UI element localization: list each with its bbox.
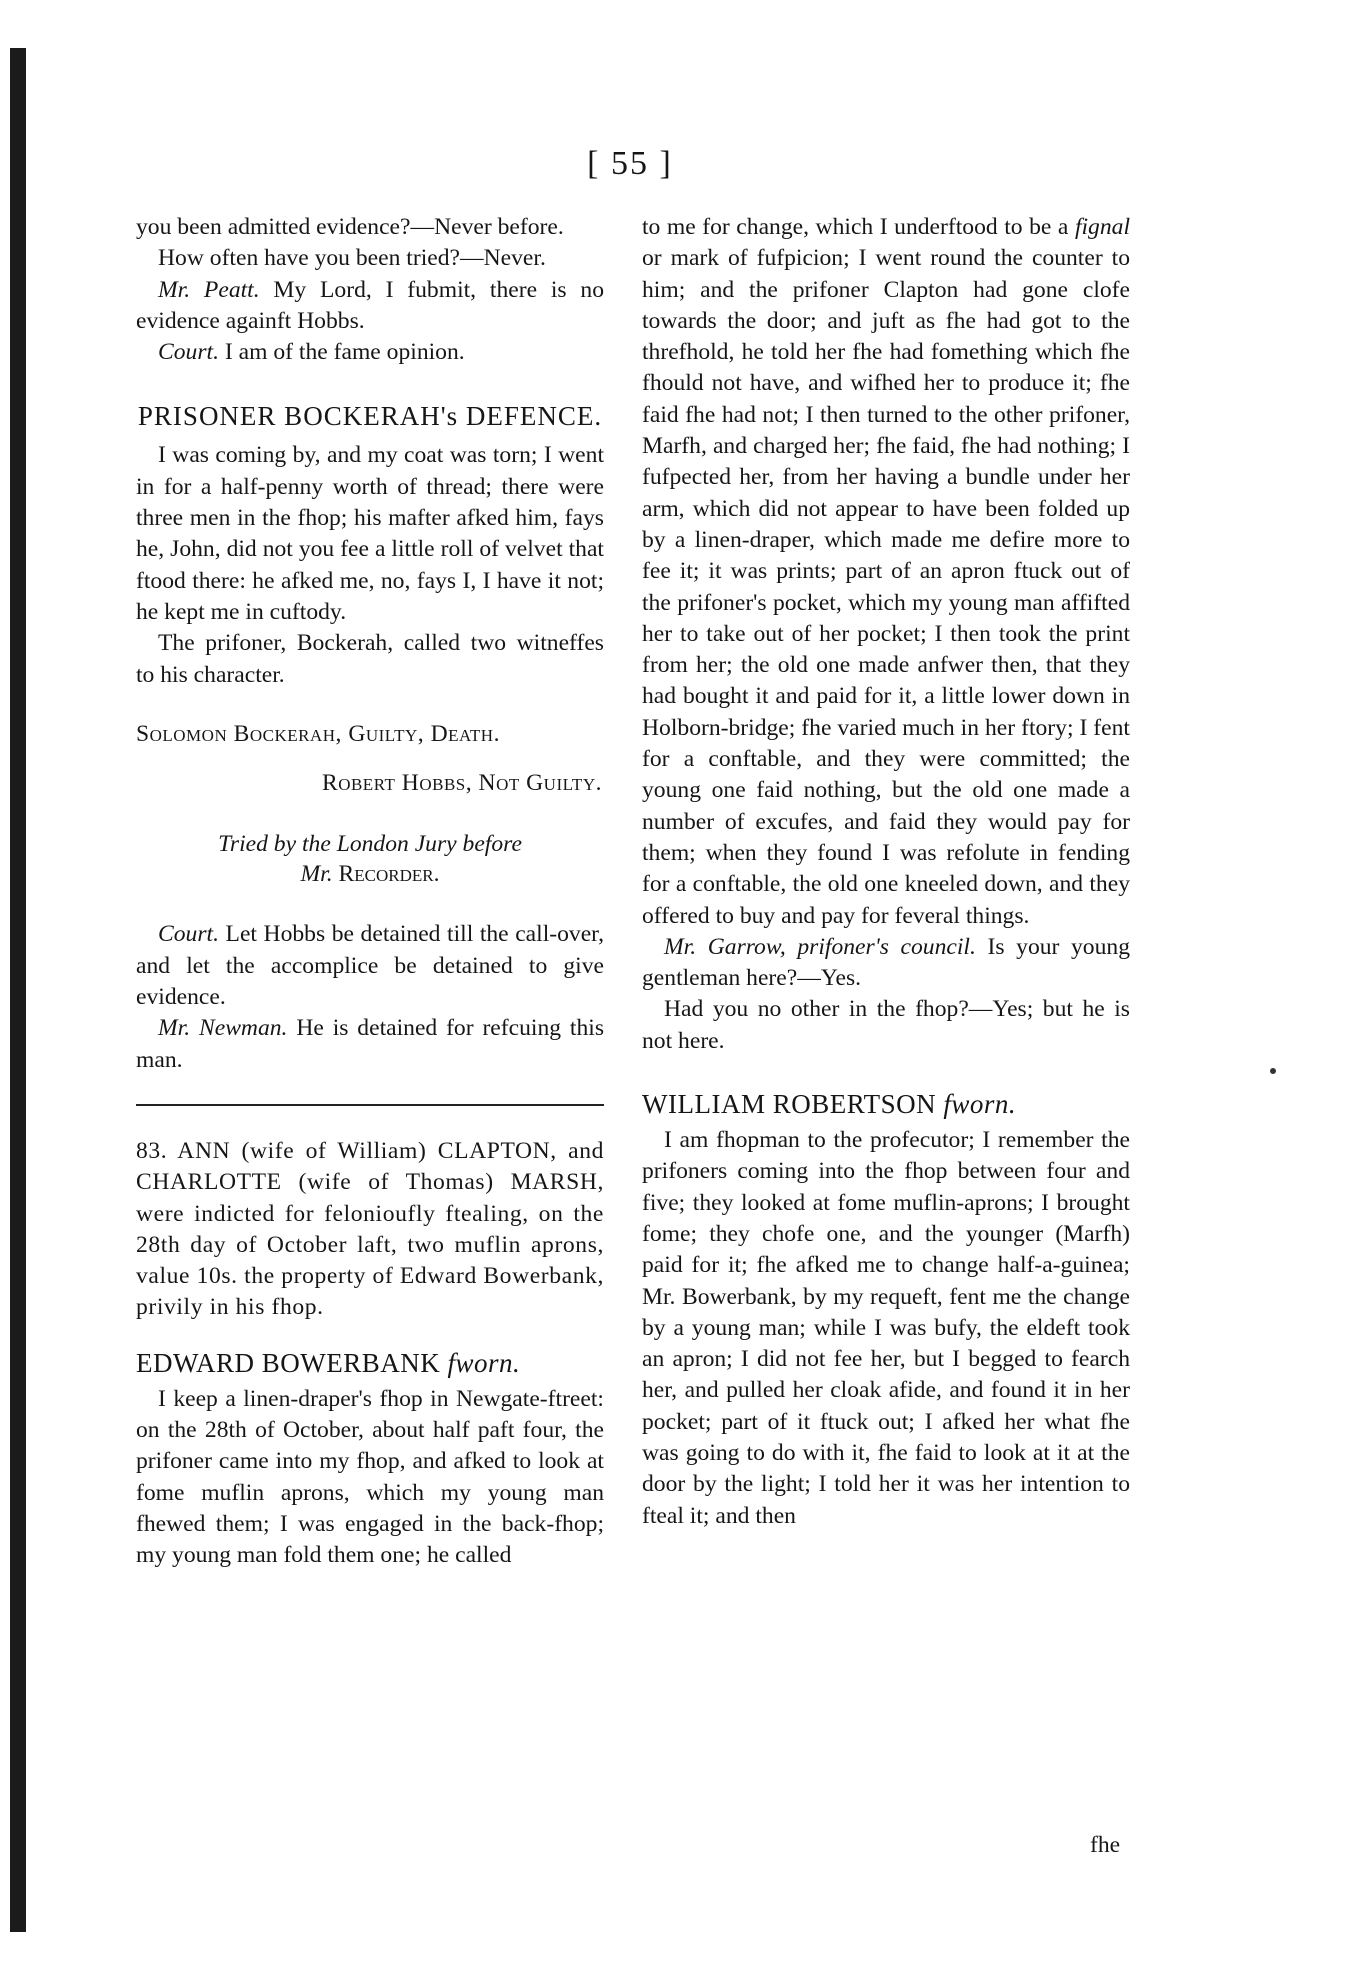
court-paragraph <box>136 919 604 1013</box>
sworn-label: fworn. <box>447 1347 521 1378</box>
speech-text: Is your young gentleman here?—Yes. <box>642 933 1130 992</box>
section-divider <box>136 1104 604 1106</box>
speech-text: He is detained for refcuing this man. <box>136 1015 604 1073</box>
court-paragraph <box>136 1013 604 1076</box>
testimony-paragraph: I am fhopman to the profecutor; I remember the prifoners coming into the fhop between four and five; they looked at fome muflin-aprons; I brought fome; they chofe one, and the younger (Marfh) paid for it; fhe afked me to change half-a-guinea; Mr. Bowerbank, by my requeft, fent me the change by a young man; while I was bufy, the eldeft took an apron; I did not fee her, but I begged to fearch her, and pulled her cloak afide, and found it in her pocket; part of it ftuck out; I afked her what fhe was going to do with it, fhe faid to look at it at the door by the light; I told her it was her intention to fteal it; and then <box>642 1127 1130 1529</box>
testimony-paragraph: How often have you been tried?—Never. <box>158 245 546 272</box>
sworn-label: fworn. <box>943 1089 1017 1120</box>
speaker-name: Mr. Peatt. <box>158 276 260 303</box>
speaker-name: Court. <box>158 339 219 366</box>
recorder-line: Mr. Recorder. <box>300 861 440 888</box>
witness-heading <box>136 1348 604 1378</box>
catchword: fhe <box>1090 1832 1121 1858</box>
speaker-name: Court. <box>158 921 219 948</box>
testimony-paragraph <box>136 337 604 368</box>
speech-text: I am of the fame opinion. <box>218 339 465 366</box>
speech-text: Let Hobbs be detained till the call-over, and let the accomplice be detained to give evidence. <box>136 921 604 1011</box>
speaker-name: Mr. Newman. <box>158 1015 288 1042</box>
testimony-paragraph <box>136 275 604 338</box>
defence-heading: PRISONER BOCKERAH's DEFENCE. <box>137 401 603 432</box>
testimony-paragraph: Had you no other in the fhop?—Yes; but he is not here. <box>642 996 1130 1054</box>
left-column <box>136 212 604 1572</box>
testimony-paragraph <box>642 932 1130 995</box>
verdict-guilty: Solomon Bockerah, Guilty, Death. <box>136 720 500 747</box>
witness-name: EDWARD BOWERBANK <box>136 1347 448 1378</box>
tried-by-text: Tried by the London Jury before <box>218 831 522 858</box>
testimony-paragraph: you been admitted evidence?—Never before. <box>136 214 564 240</box>
verdict-not-guilty: Robert Hobbs, Not Guilty. <box>321 770 602 797</box>
testimony-paragraph: to me for change, which I underftood to be a fignal or mark of fufpicion; I went round the counter to him; and the prifoner Clapton had gone clofe towards the door; and juft as fhe had got to the threfhold, he told her fhe had fomething which fhe fhould not have, and wifhed her to produce it; fhe faid fhe had not; I then turned to the other prifoner, Marfh, and charged her; fhe faid, fhe had nothing; I fufpected her, from her having a bundle under her arm, which did not appear to have been folded up by a linen-draper, which made me defire more to fee it; it was prints; part of an apron ftuck out of the prifoner's pocket, which my young man affifted her to take out of her pocket; I then took the print from her; the old one made anfwer then, that they had bought it and paid for it, a little lower down in Holborn-bridge; fhe varied much in her ftory; I fent for a conftable, and they were committed; the young one faid nothing, but the old one made a number of excufes, and faid they would pay for them; when they found I was refolute in fending for a conftable, the old one kneeled down, and they offered to buy and pay for feveral things. <box>642 214 1130 929</box>
witness-name: WILLIAM ROBERTSON <box>642 1089 944 1120</box>
speech-text: My Lord, I fubmit, there is no evidence againft Hobbs. <box>136 276 604 334</box>
case-indictment: 83. ANN (wife of William) CLAPTON, and CHARLOTTE (wife of Thomas) MARSH, were indicted for felonioufly ftealing, on the 28th day of October laft, two muflin aprons, value 10s. the property of Edward Bowerbank, privily in his fhop. <box>136 1137 604 1321</box>
page-number: [ 55 ] <box>587 145 673 182</box>
testimony-paragraph: I keep a linen-draper's fhop in Newgate-ftreet: on the 28th of October, about half paft four, the prifoner came into my fhop, and afked to look at fome muflin aprons, which my young man fhewed them; I was engaged in the back-fhop; my young man fold them one; he called <box>136 1385 604 1569</box>
witness-heading <box>642 1089 1130 1119</box>
defence-paragraph: The prifoner, Bockerah, called two witneffes to his character. <box>136 630 604 688</box>
defence-paragraph: I was coming by, and my coat was torn; I went in for a half-penny worth of thread; there were three men in the fhop; his mafter afked him, fays he, John, did not you fee a little roll of velvet that ftood there: he afked me, no, fays I, I have it not; he kept me in cuftody. <box>136 442 604 625</box>
right-column <box>642 212 1130 1532</box>
print-speck <box>1270 1068 1276 1074</box>
book-spine-shadow <box>10 48 26 1932</box>
speaker-name: Mr. Garrow, prifoner's council. <box>664 933 976 960</box>
tried-by-line <box>136 829 604 889</box>
signal-word: fignal <box>1074 214 1130 240</box>
